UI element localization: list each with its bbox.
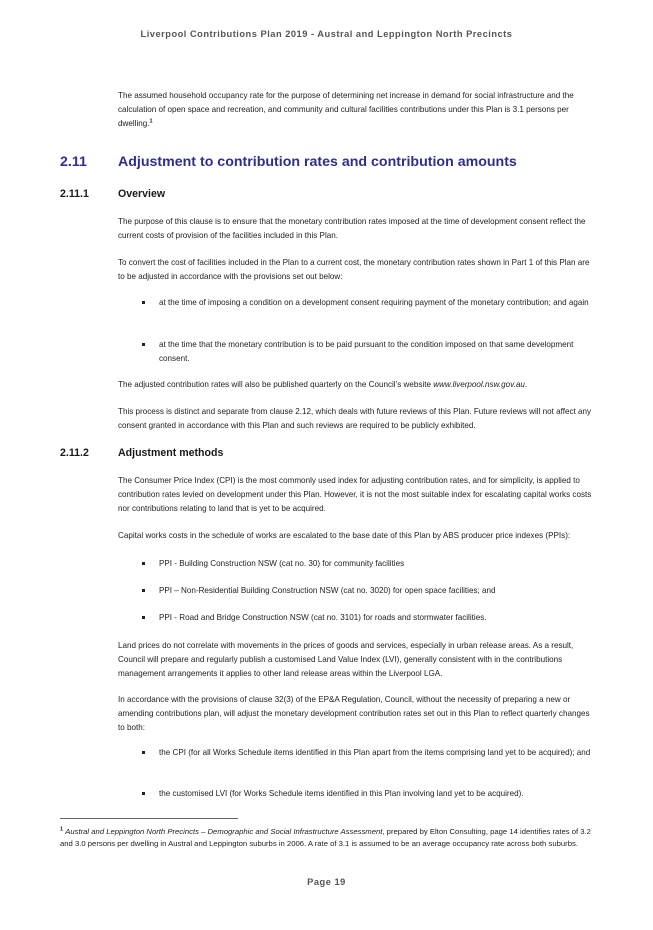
overview-paragraph-4: This process is distinct and separate from clause 2.12, which deals with future reviews of this Plan. Future reviews will not affect any consent granted in accordance with this Plan and such reviews are required to be publicly exhibited. <box>118 407 592 430</box>
subsection-number-methods: 2.11.2 <box>60 447 89 459</box>
list-item-text: PPI – Non-Residential Building Construction NSW (cat no. 3020) for open space facilities; and <box>159 586 496 595</box>
website-suffix: . <box>524 380 528 389</box>
subsection-title-overview: Overview <box>118 188 166 200</box>
methods-paragraph-2: Capital works costs in the schedule of works are escalated to the base date of this Plan by ABS producer price indexes (PPIs): <box>118 531 571 540</box>
methods-paragraph-4: In accordance with the provisions of clause 32(3) of the EP&A Regulation, Council, without the necessity of preparing a new or amending contributions plan, will adjust the monetary development contribution rates set out in this Plan to reflect quarterly changes to both: <box>118 695 590 732</box>
footnote <box>60 826 600 849</box>
methods-paragraph-3: Land prices do not correlate with movements in the prices of goods and services, especially in urban release areas. As a result, Council will prepare and regularly publish a customised Land Value Index (LVI), generally consistent with in the contributions management arrangements it applies to other land release areas within the Liverpool LGA. <box>118 641 574 678</box>
page-number: Page 19 <box>307 877 346 887</box>
section-number: 2.11 <box>60 154 87 170</box>
footnote-source-title: Austral and Leppington North Precincts – Demographic and Social Infrastructure Assessment <box>65 827 383 836</box>
intro-paragraph <box>118 89 596 130</box>
bullet-icon <box>142 343 145 346</box>
footnote-text: , prepared by Elton Consulting, page 14 identifies rates of 3.2 and 3.0 persons per dwelling in Austral and Leppington suburbs in 2006. A rate of 3.1 is assumed to be an average occupancy rate across both suburbs. <box>60 827 591 848</box>
overview-paragraph-3 <box>118 378 596 392</box>
methods-paragraph-1: The Consumer Price Index (CPI) is the most commonly used index for adjusting contribution rates, and for simplicity, is applied to contribution rates levied on development under this Plan. However, it is not the most suitable index for escalating capital works costs nor contributions relating to land that is yet to be acquired. <box>118 476 592 513</box>
list-item-text: PPI - Road and Bridge Construction NSW (cat no. 3101) for roads and stormwater facilities. <box>159 613 487 622</box>
website-prefix: The adjusted contribution rates will also be published quarterly on the Council’s website <box>118 380 434 389</box>
list-item-text: at the time of imposing a condition on a development consent requiring payment of the monetary contribution; and again <box>159 298 589 307</box>
footnote-divider <box>60 818 238 819</box>
bullet-icon <box>142 616 145 619</box>
bullet-icon <box>142 301 145 304</box>
list-item-text: PPI - Building Construction NSW (cat no. 30) for community facilities <box>159 559 405 568</box>
bullet-icon <box>142 751 145 754</box>
footnote-reference[interactable]: 1 <box>149 117 153 124</box>
list-item-text: the customised LVI (for Works Schedule items identified in this Plan involving land yet to be acquired). <box>159 789 524 798</box>
bullet-icon <box>142 589 145 592</box>
running-header: Liverpool Contributions Plan 2019 - Austral and Leppington North Precincts <box>140 29 513 39</box>
footnote-marker: 1 <box>60 826 64 833</box>
bullet-icon <box>142 792 145 795</box>
list-item-text: the CPI (for all Works Schedule items identified in this Plan apart from the items comprising land yet to be acquired); and <box>159 748 591 757</box>
list-item-text: at the time that the monetary contribution is to be paid pursuant to the condition imposed on that same development consent. <box>159 340 574 363</box>
website-link[interactable]: www.liverpool.nsw.gov.au <box>433 380 525 389</box>
bullet-icon <box>142 562 145 565</box>
section-title: Adjustment to contribution rates and contribution amounts <box>118 154 517 170</box>
intro-text: The assumed household occupancy rate for the purpose of determining net increase in demand for social infrastructure and the calculation of open space and recreation, and community and cultural facilities contributions under this Plan is 3.1 persons per dwelling. <box>118 91 574 128</box>
overview-paragraph-2: To convert the cost of facilities included in the Plan to a current cost, the monetary contribution rates shown in Part 1 of this Plan are to be adjusted in accordance with the provisions set out below: <box>118 258 590 281</box>
subsection-title-methods: Adjustment methods <box>118 447 224 459</box>
subsection-number-overview: 2.11.1 <box>60 188 89 200</box>
overview-paragraph-1: The purpose of this clause is to ensure that the monetary contribution rates imposed at the time of development consent reflect the current costs of provision of the facilities included in this Plan. <box>118 217 586 240</box>
